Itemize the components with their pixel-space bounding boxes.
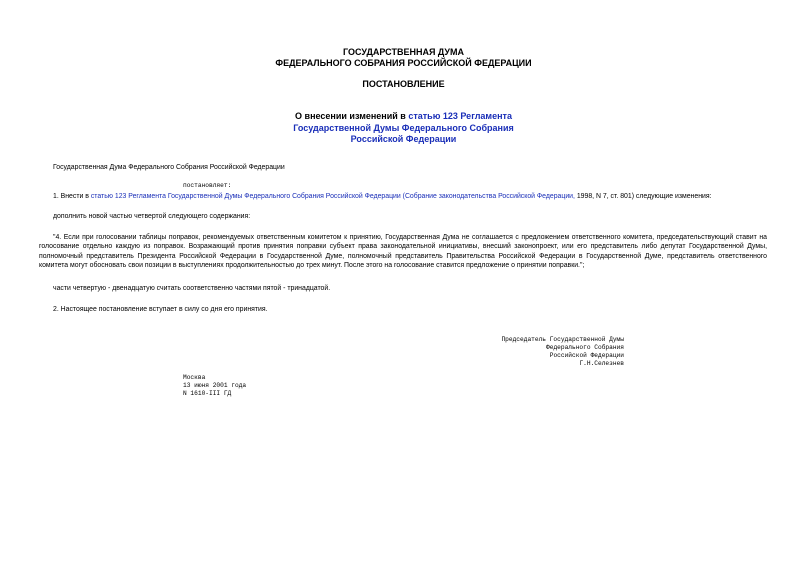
footer-number: N 1610-III ГД: [183, 390, 232, 397]
signature-line-2: Федерального Собрания: [546, 344, 624, 351]
item-2-paragraph: 2. Настоящее постановление вступает в силу со дня его принятия.: [53, 306, 268, 313]
title-prefix: О внесении изменений в: [295, 111, 409, 121]
document-title-line-1: [0, 111, 807, 123]
header-line-1: ГОСУДАРСТВЕННАЯ ДУМА: [342, 47, 465, 57]
item-1-link[interactable]: статью 123 Регламента Государственной Думы Федерального Собрания Российской Федерации (Собрание законодательства Российской Федерации,: [90, 193, 575, 200]
title-link-line-2[interactable]: Государственной Думы Федерального Собрания: [293, 122, 514, 133]
footer-city: Москва: [183, 374, 206, 381]
renumber-text: части четвертую - двенадцатую считать соответственно частями пятой - тринадцатой.: [53, 285, 331, 292]
item-1-prefix: 1. Внести в: [53, 193, 91, 200]
signature-name: Г.Н.Селезнев: [579, 360, 624, 367]
signature-line-1: Председатель Государственной Думы: [501, 336, 624, 343]
quoted-part-four: "4. Если при голосовании таблицы поправок, рекомендуемых ответственным комитетом к принятию, Государственная Дума не соглашается с предложением ответственного комитета, председательствующий ставит на голосование отдельно каждую из поправок. Возражающий против принятия поправки субъект права законодательной инициативы, внесший законопроект, или его представитель либо депутат Государственной Думы, полномочный представитель Президента Российской Федерации в Государственной Думе, полномочный представитель Правительства Российской Федерации в Государственной Думе, представитель ответственного комитета могут обосновать свои позиции в выступлениях продолжительностью до трех минут. После этого на голосование ставится предложение о принятии поправки.";: [39, 234, 767, 270]
issuer-text: Государственная Дума Федерального Собрания Российской Федерации: [53, 164, 285, 171]
supplement-text: дополнить новой частью четвертой следующего содержания:: [53, 213, 251, 220]
footer-date: 13 июня 2001 года: [183, 382, 247, 389]
header-line-2: ФЕДЕРАЛЬНОГО СОБРАНИЯ РОССИЙСКОЙ ФЕДЕРАЦИИ: [275, 58, 532, 68]
item-1-suffix: 1998, N 7, ст. 801) следующие изменения:: [574, 193, 712, 200]
signature-line-3: Российской Федерации: [549, 352, 624, 359]
resolves-text: постановляет:: [183, 182, 232, 189]
item-1-paragraph: [53, 192, 712, 201]
title-link-line-3[interactable]: Российской Федерации: [350, 134, 457, 144]
document-type: ПОСТАНОВЛЕНИЕ: [362, 79, 445, 89]
title-link-article[interactable]: статью 123 Регламента: [408, 111, 512, 121]
